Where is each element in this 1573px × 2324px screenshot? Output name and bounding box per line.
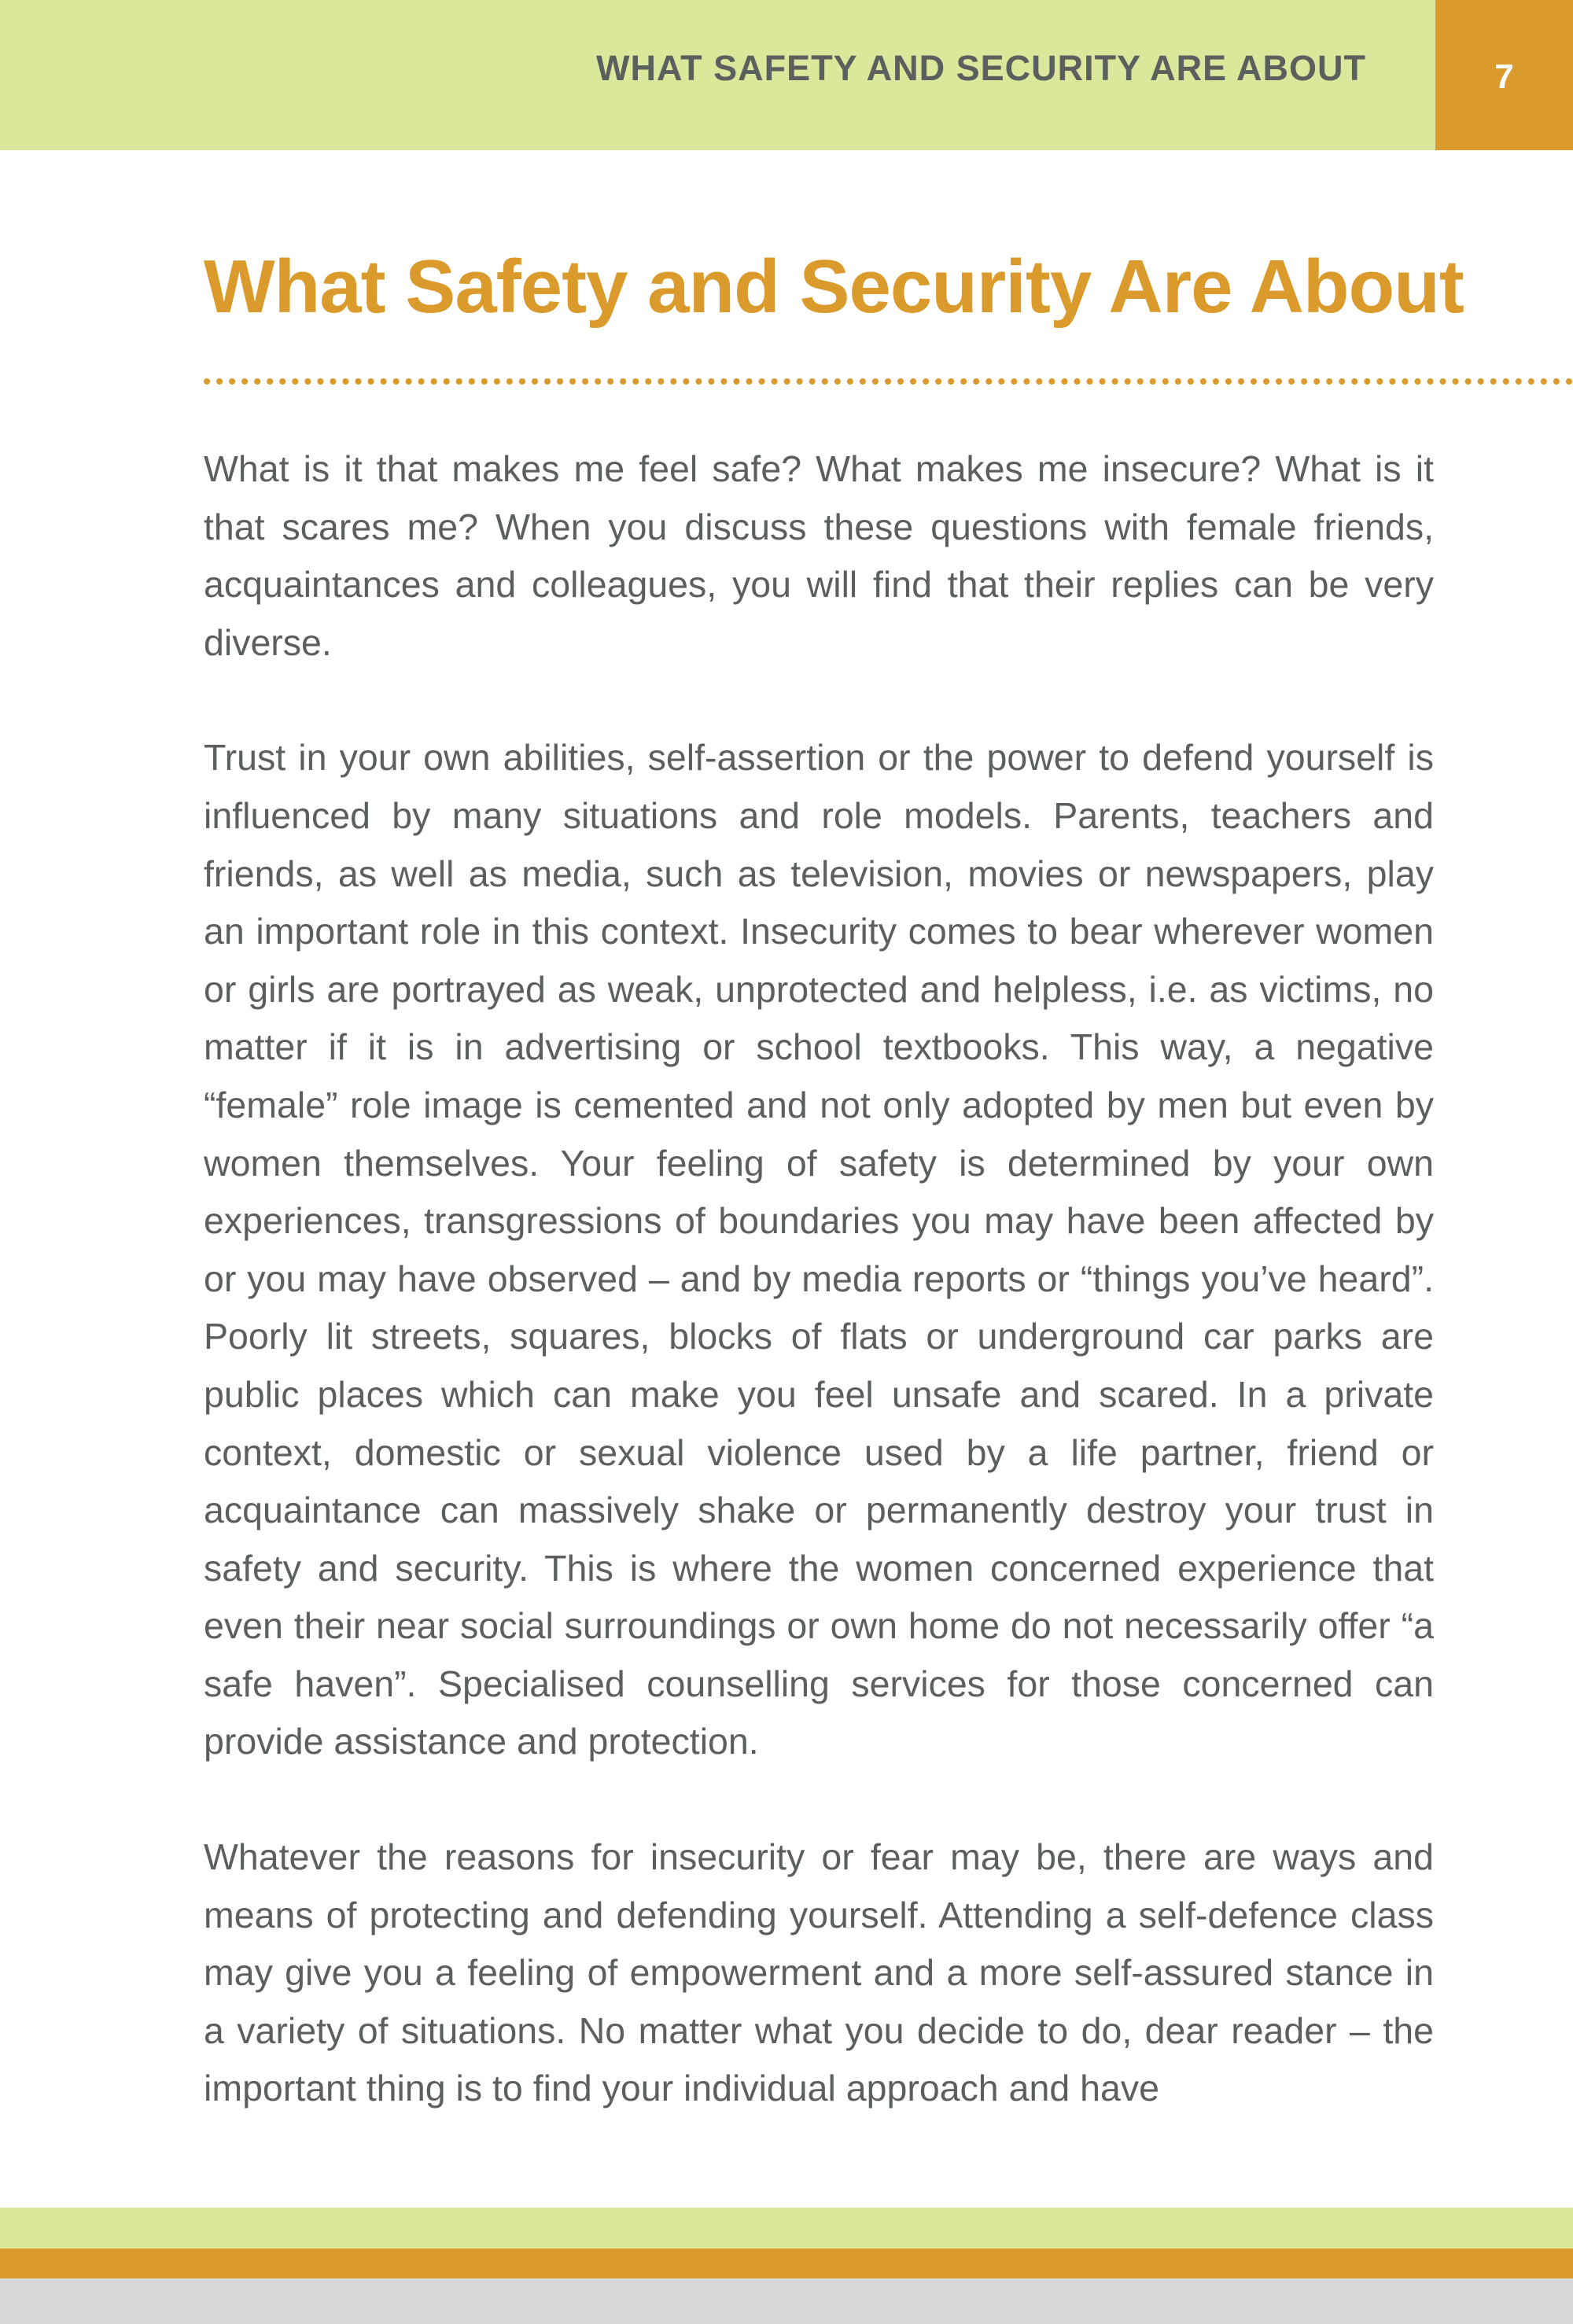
paragraph-3: Whatever the reasons for insecurity or fear may be, there are ways and means of protecting and defending yourself. Attending a self-defence class may give you a feeling of empowerment and a more self-assured stance in a variety of situations. No matter what you decide to do, dear reader – the important thing is to find your individual approach and have xyxy=(204,1836,1434,2109)
running-head: WHAT SAFETY AND SECURITY ARE ABOUT xyxy=(595,48,1366,88)
page-number-tab xyxy=(1435,0,1573,150)
footer-stripe-orange xyxy=(0,2248,1573,2278)
page-title: What Safety and Security Are About xyxy=(204,245,1464,329)
page-number: 7 xyxy=(1494,57,1514,96)
paragraph-1: What is it that makes me feel safe? What makes me insecure? What is it that scares me? When you discuss these questions with female friends, acquaintances and colleagues, you will find that their replies can be very diverse. xyxy=(204,448,1434,663)
title-divider xyxy=(204,378,1573,385)
body-text xyxy=(204,440,1434,2175)
header-bar xyxy=(0,0,1435,150)
paragraph-2: Trust in your own abilities, self-assertion or the power to defend yourself is influenced by many situations and role models. Parents, teachers and friends, as well as media, such as television, movies or newspapers, play an important role in this context. Insecurity comes to bear wherever women or girls are portrayed as weak, unprotected and helpless, i.e. as victims, no matter if it is in advertising or school textbooks. This way, a negative “female” role image is cemented and not only adopted by men but even by women themselves. Your feeling of safety is determined by your own experiences, transgressions of boundaries you may have been affected by or you may have observed – and by media reports or “things you’ve heard”. Poorly lit streets, squares, blocks of flats or underground car parks are public places which can make you feel unsafe and scared. In a private context, domestic or sexual violence used by a life partner, friend or acquaintance can massively shake or permanently destroy your trust in safety and security. This is where the women concerned experience that even their near social surroundings or own home do not necessarily offer “a safe haven”. Specialised counselling services for those concerned can provide assistance and protection. xyxy=(204,737,1434,1762)
footer-stripe-green xyxy=(0,2208,1573,2248)
footer-stripe-gray xyxy=(0,2278,1573,2324)
